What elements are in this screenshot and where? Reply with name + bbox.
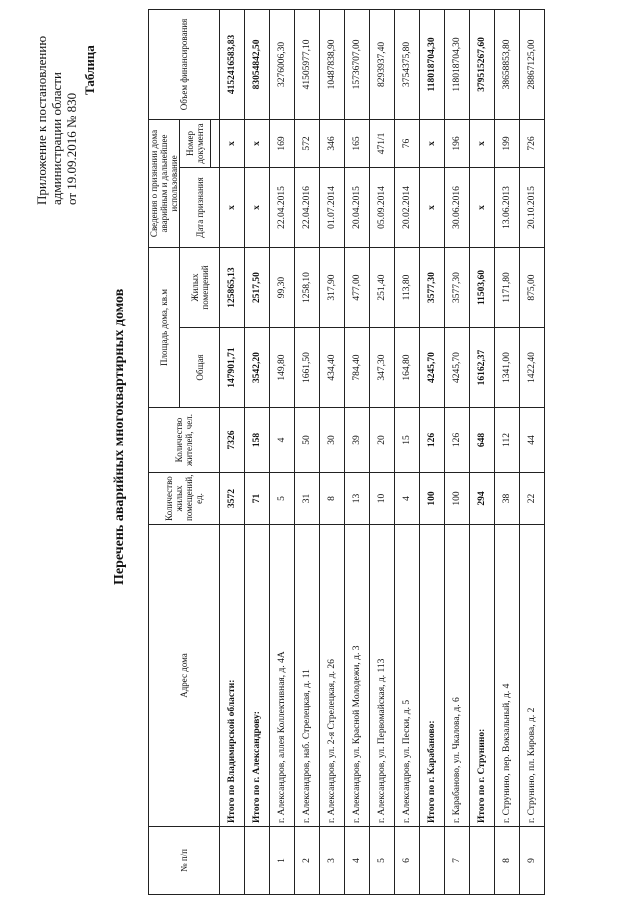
cell-address: г. Карабаново, ул. Чкалова, д. 6 bbox=[445, 525, 470, 827]
cell-area-living: 3577,30 bbox=[420, 247, 445, 327]
cell-residents: 50 bbox=[295, 408, 320, 473]
cell-residents: 15 bbox=[395, 408, 420, 473]
emergency-houses-table bbox=[148, 9, 545, 895]
appendix-note bbox=[34, 15, 79, 205]
cell-num: 3 bbox=[320, 827, 345, 895]
cell-date: 05.09.2014 bbox=[370, 167, 395, 247]
header-residents: Количество жителей, чел. bbox=[149, 408, 220, 473]
cell-residents: 158 bbox=[245, 408, 270, 473]
cell-units: 100 bbox=[445, 473, 470, 525]
cell-docnum: 726 bbox=[520, 119, 545, 167]
cell-residents: 126 bbox=[445, 408, 470, 473]
cell-funding: 3754375,80 bbox=[395, 9, 420, 119]
cell-area-total: 1341,00 bbox=[495, 328, 520, 408]
cell-docnum: 165 bbox=[345, 119, 370, 167]
cell-residents: 126 bbox=[420, 408, 445, 473]
header-area: Площадь дома, кв.м bbox=[149, 247, 180, 407]
cell-address: г. Александров, наб. Стрелецкая, д. 11 bbox=[295, 525, 320, 827]
cell-area-living: 477,00 bbox=[345, 247, 370, 327]
cell-units: 8 bbox=[320, 473, 345, 525]
cell-date: 20.02.2014 bbox=[395, 167, 420, 247]
header-area-total: Общая bbox=[180, 328, 220, 408]
cell-funding: 10487838,90 bbox=[320, 9, 345, 119]
table-row bbox=[370, 9, 395, 894]
cell-units: 13 bbox=[345, 473, 370, 525]
cell-num bbox=[470, 827, 495, 895]
cell-area-total: 4245,70 bbox=[445, 328, 470, 408]
cell-docnum: 346 bbox=[320, 119, 345, 167]
table-label: Таблица bbox=[82, 45, 97, 95]
cell-funding: 41505977,10 bbox=[295, 9, 320, 119]
cell-docnum: 196 bbox=[445, 119, 470, 167]
cell-address: г. Александров, ул. Красной Молодежи, д. 3 bbox=[345, 525, 370, 827]
cell-area-living: 1258,10 bbox=[295, 247, 320, 327]
cell-area-living: 251,40 bbox=[370, 247, 395, 327]
cell-residents: 4 bbox=[270, 408, 295, 473]
appendix-line-2: администрации области bbox=[49, 72, 64, 205]
table-row bbox=[220, 9, 245, 894]
cell-address: г. Александров, ул. Первомайская, д. 113 bbox=[370, 525, 395, 827]
cell-area-total: 3542,20 bbox=[245, 328, 270, 408]
table-row bbox=[320, 9, 345, 894]
cell-date: 22.04.2015 bbox=[270, 167, 295, 247]
cell-residents: 112 bbox=[495, 408, 520, 473]
cell-residents: 30 bbox=[320, 408, 345, 473]
header-units: Количество жилых помещений, ед. bbox=[149, 473, 220, 525]
cell-docnum: х bbox=[220, 119, 245, 167]
cell-num: 8 bbox=[495, 827, 520, 895]
cell-funding: 3276006,30 bbox=[270, 9, 295, 119]
cell-address: Итого по г. Александрову: bbox=[245, 525, 270, 827]
cell-address: Итого по г. Карабаново: bbox=[420, 525, 445, 827]
cell-num: 5 bbox=[370, 827, 395, 895]
cell-num: 6 bbox=[395, 827, 420, 895]
cell-funding: 15736707,00 bbox=[345, 9, 370, 119]
cell-area-total: 4245,70 bbox=[420, 328, 445, 408]
cell-date: 30.06.2016 bbox=[445, 167, 470, 247]
table-row bbox=[345, 9, 370, 894]
cell-docnum: 76 bbox=[395, 119, 420, 167]
cell-units: 22 bbox=[520, 473, 545, 525]
cell-docnum: 199 bbox=[495, 119, 520, 167]
cell-num: 4 bbox=[345, 827, 370, 895]
header-funding: Объем финансирования bbox=[149, 9, 220, 119]
cell-address: Итого по Владимирской области: bbox=[220, 525, 245, 827]
cell-area-living: 2517,50 bbox=[245, 247, 270, 327]
cell-num: 9 bbox=[520, 827, 545, 895]
cell-funding: 8293937,40 bbox=[370, 9, 395, 119]
document-title: Перечень аварийных многоквартирных домов bbox=[112, 288, 127, 585]
cell-funding: 38658853,80 bbox=[495, 9, 520, 119]
cell-date: х bbox=[245, 167, 270, 247]
cell-num bbox=[220, 827, 245, 895]
table-row bbox=[495, 9, 520, 894]
cell-residents: 7326 bbox=[220, 408, 245, 473]
cell-area-total: 1661,50 bbox=[295, 328, 320, 408]
cell-funding: 118018704,30 bbox=[445, 9, 470, 119]
table-row bbox=[420, 9, 445, 894]
cell-funding: 4152416583,83 bbox=[220, 9, 245, 119]
cell-units: 38 bbox=[495, 473, 520, 525]
cell-num bbox=[420, 827, 445, 895]
cell-address: г. Александров, аллея Коллективная, д. 4А bbox=[270, 525, 295, 827]
header-address: Адрес дома bbox=[149, 525, 220, 827]
cell-area-total: 16162,37 bbox=[470, 328, 495, 408]
table-row bbox=[295, 9, 320, 894]
cell-units: 4 bbox=[395, 473, 420, 525]
cell-area-living: 125865,13 bbox=[220, 247, 245, 327]
table-row bbox=[270, 9, 295, 894]
cell-residents: 648 bbox=[470, 408, 495, 473]
cell-area-living: 317,90 bbox=[320, 247, 345, 327]
cell-num bbox=[245, 827, 270, 895]
cell-area-total: 147901,71 bbox=[220, 328, 245, 408]
cell-area-total: 164,80 bbox=[395, 328, 420, 408]
cell-num: 2 bbox=[295, 827, 320, 895]
cell-date: 13.06.2013 bbox=[495, 167, 520, 247]
cell-area-total: 784,40 bbox=[345, 328, 370, 408]
cell-area-total: 1422,40 bbox=[520, 328, 545, 408]
cell-address: г. Александров, ул. 2-я Стрелецкая, д. 26 bbox=[320, 525, 345, 827]
header-num: № п/п bbox=[149, 827, 220, 895]
cell-funding: 28867125,00 bbox=[520, 9, 545, 119]
cell-area-living: 99,30 bbox=[270, 247, 295, 327]
cell-residents: 39 bbox=[345, 408, 370, 473]
table-row bbox=[395, 9, 420, 894]
cell-area-living: 3577,30 bbox=[445, 247, 470, 327]
cell-address: г. Струнино, пл. Кирова, д. 2 bbox=[520, 525, 545, 827]
cell-units: 5 bbox=[270, 473, 295, 525]
cell-funding: 118018704,30 bbox=[420, 9, 445, 119]
table-row bbox=[445, 9, 470, 894]
cell-date: х bbox=[470, 167, 495, 247]
cell-funding: 379515267,60 bbox=[470, 9, 495, 119]
table-body bbox=[220, 9, 545, 894]
header-spacer bbox=[211, 119, 220, 167]
cell-address: г. Струнино, пер. Вокзальный, д. 4 bbox=[495, 525, 520, 827]
cell-units: 100 bbox=[420, 473, 445, 525]
cell-docnum: х bbox=[420, 119, 445, 167]
cell-docnum: 572 bbox=[295, 119, 320, 167]
cell-date: 20.10.2015 bbox=[520, 167, 545, 247]
cell-units: 294 bbox=[470, 473, 495, 525]
cell-docnum: х bbox=[470, 119, 495, 167]
cell-funding: 83054842,50 bbox=[245, 9, 270, 119]
cell-area-living: 1171,80 bbox=[495, 247, 520, 327]
cell-docnum: 471/1 bbox=[370, 119, 395, 167]
cell-residents: 20 bbox=[370, 408, 395, 473]
table-row bbox=[470, 9, 495, 894]
cell-date: 20.04.2015 bbox=[345, 167, 370, 247]
table-row bbox=[245, 9, 270, 894]
header-date: Дата признания bbox=[180, 167, 220, 247]
cell-date: х bbox=[220, 167, 245, 247]
cell-date: х bbox=[420, 167, 445, 247]
appendix-line-1: Приложение к постановлению bbox=[34, 35, 49, 205]
cell-area-total: 434,40 bbox=[320, 328, 345, 408]
header-area-living: Жилых помещений bbox=[180, 247, 220, 327]
cell-units: 10 bbox=[370, 473, 395, 525]
cell-area-total: 149,80 bbox=[270, 328, 295, 408]
cell-area-living: 113,80 bbox=[395, 247, 420, 327]
cell-address: г. Александров, ул. Пески, д. 5 bbox=[395, 525, 420, 827]
header-docnum: Номер документа bbox=[180, 119, 211, 167]
cell-date: 22.04.2016 bbox=[295, 167, 320, 247]
cell-docnum: х bbox=[245, 119, 270, 167]
cell-units: 71 bbox=[245, 473, 270, 525]
cell-date: 01.07.2014 bbox=[320, 167, 345, 247]
cell-address: Итого по г. Струнино: bbox=[470, 525, 495, 827]
cell-num: 7 bbox=[445, 827, 470, 895]
cell-num: 1 bbox=[270, 827, 295, 895]
cell-docnum: 169 bbox=[270, 119, 295, 167]
appendix-line-3: от 19.09.2016 № 830 bbox=[64, 92, 79, 205]
cell-area-total: 347,30 bbox=[370, 328, 395, 408]
header-info: Сведения о признании дома аварийным и дальнейшее использование bbox=[149, 119, 180, 247]
cell-units: 31 bbox=[295, 473, 320, 525]
cell-residents: 44 bbox=[520, 408, 545, 473]
cell-units: 3572 bbox=[220, 473, 245, 525]
table-row bbox=[520, 9, 545, 894]
cell-area-living: 875,00 bbox=[520, 247, 545, 327]
cell-area-living: 11503,60 bbox=[470, 247, 495, 327]
